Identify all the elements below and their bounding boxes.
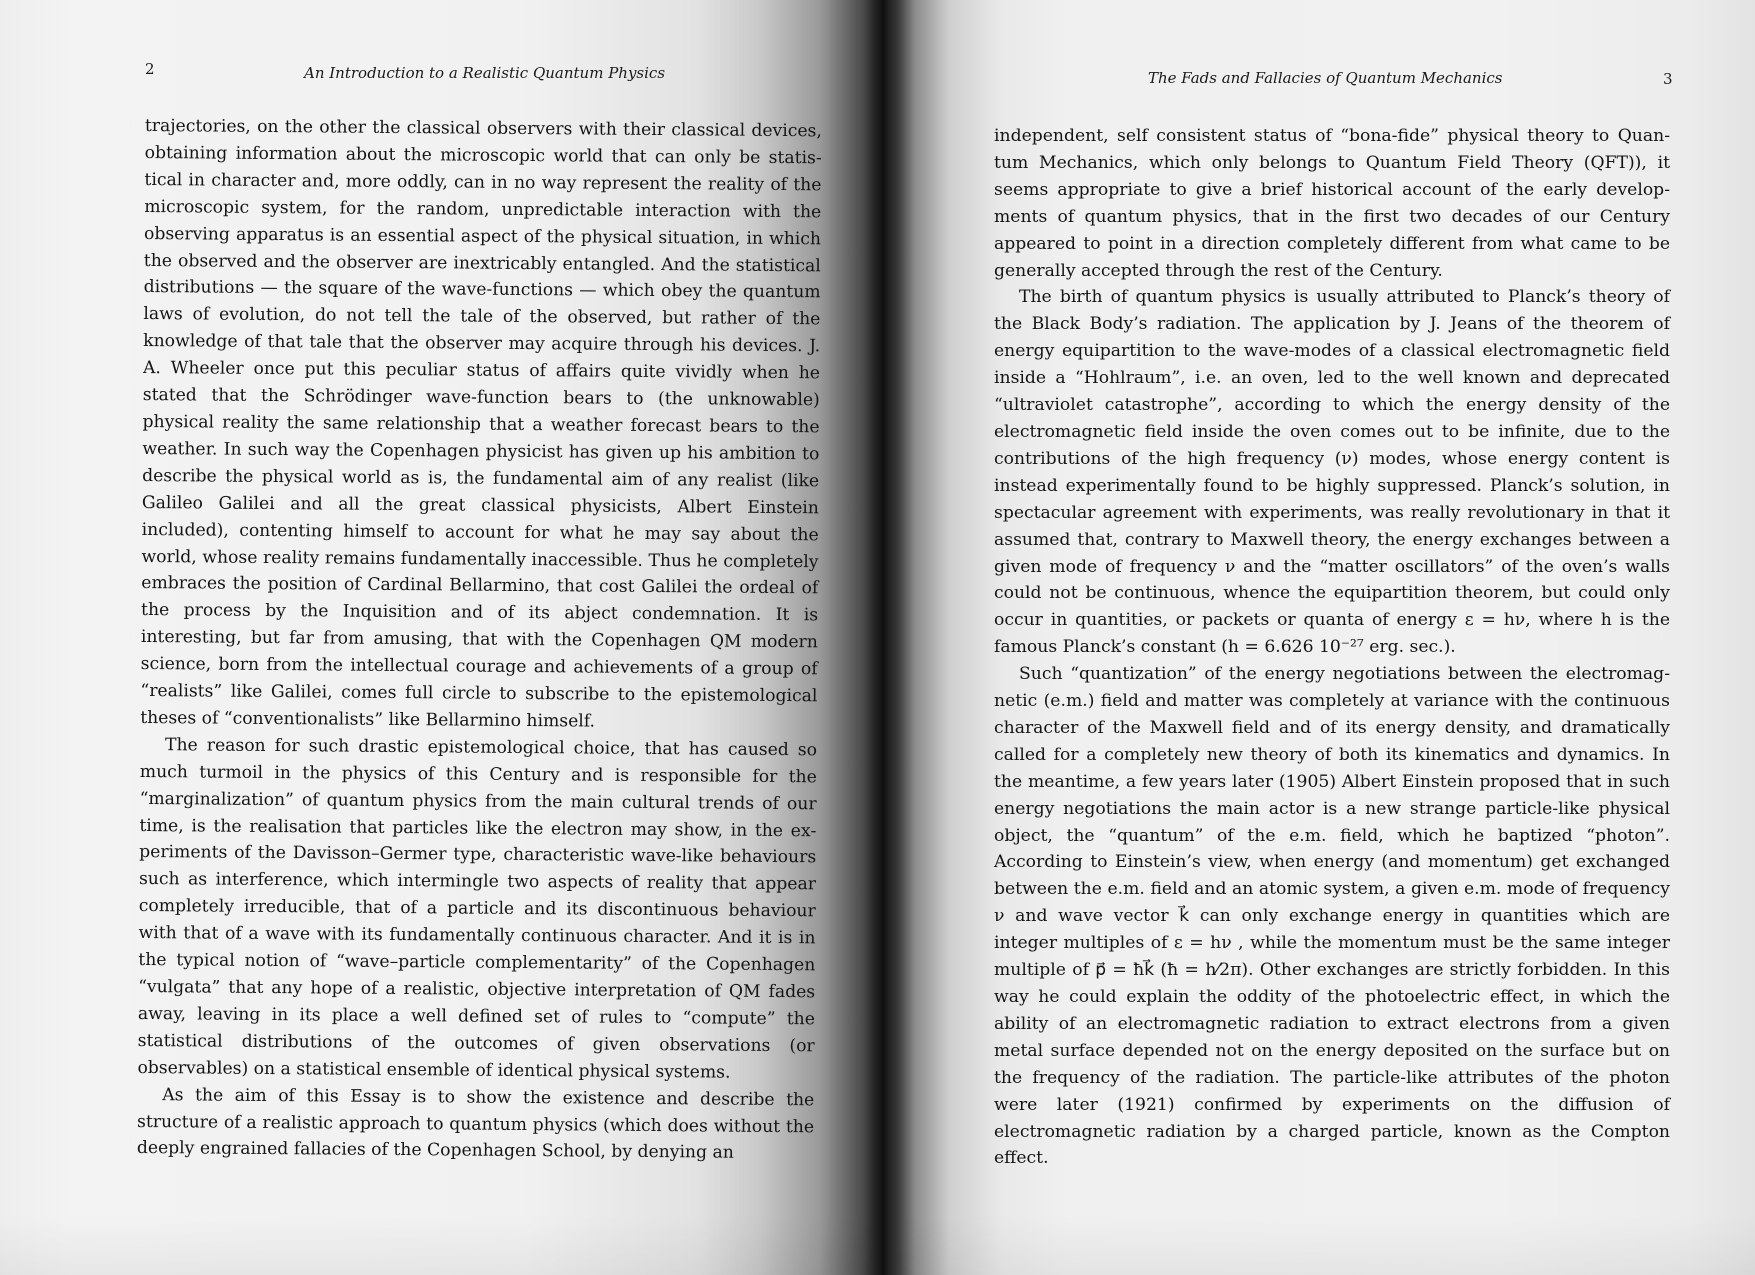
running-title-left: An Introduction to a Realistic Quantum Physics — [304, 64, 666, 82]
page-number-right: 3 — [1663, 70, 1673, 88]
paragraph: As the aim of this Essay is to show the existence and describe the structure of a realistic approach to quantum physics (which does without the deeply engrained fallacies of the Copenhagen School, by denying an — [136, 1084, 815, 1164]
paragraph: The birth of quantum physics is usually attributed to Planck’s theory of the Black Body’s radiation. The application by J. Jeans of the theorem of energy equipartition to the wave-modes of a classical electromagnetic field inside a “Hohlraum”, i.e. an oven, led to the well known and deprecated “ultraviolet catastrophe”, according to which the energy density of the electromagnetic field inside the oven comes out to be infinite, due to the contributions of the high frequency (ν) modes, whose energy content is instead experimentally found to be highly suppressed. Planck’s solution, in spectacular agreement with experiments, was really revolutionary in that it assumed that, contrary to Maxwell theory, the energy exchanges between a given mode of frequency ν and the “matter oscillators” of the oven’s walls could not be continuous, whence the equipartition theorem, but could only occur in quantities, or packets or quanta of energy ε = hν, where h is the famous Planck’s constant (h = 6.626 10⁻²⁷ erg. sec.). — [994, 287, 1670, 658]
left-page — [0, 0, 872, 1275]
book-gutter — [872, 0, 898, 1275]
paragraph: Such “quantization” of the energy negotiations between the electromagnetic (e.m.) field and matter was completely at variance with the continuous character of the Maxwell field and of its energy density, and dramatically called for a completely new theory of both its kinematics and dynamics. In the meantime, a few years later (1905) Albert Einstein proposed that in such energy negotiations the main actor is a new strange particle-like physical object, the “quantum” of the e.m. field, which he baptized “photon”. According to Einstein’s view, when energy (and momentum) get exchanged between the e.m. field and an atomic system, a given e.m. mode of frequency ν and wave vector k⃗ can only exchange energy in quantities which are integer multiples of ε = hν , while the momentum must be the same integer multiple of p⃗ = ħk⃗ (ħ = h⁄2π). Other exchanges are strictly forbidden. In this way he could explain the oddity of the photoelectric effect, in which the ability of an electromagnetic radiation to extract electrons from a given metal surface depended not on the energy deposited on the surface but on the frequency of the radiation. The particle-like attributes of the photon were later (1921) confirmed by experiments on the diffusion of electromagnetic radiation by a charged particle, known as the Compton effect. — [994, 664, 1670, 1169]
page-number-left: 2 — [145, 60, 155, 78]
page-shadow — [898, 1215, 1755, 1275]
left-page-body — [137, 113, 822, 1168]
paragraph: trajectories, on the other the classical observers with their classical devices, obtaining information about the microscopic world that can only be statistical in character and, more oddly, can in no way represent the reality of the microscopic system, for the random, unpredictable interaction with the observing apparatus is an essential aspect of the physical situation, in which the observed and the observer are inextricably entangled. And the statistical distributions — the square of the wave-functions — which obey the quantum laws of evolution, do not tell the tale of the observed, but rather of the knowledge of that tale that the observer may acquire through his devices. J. A. Wheeler once put this peculiar status of affairs quite vividly when he stated that the Schrödinger wave-function bears to (the unknowable) physical reality the same relationship that a weather forecast bears to the weather. In such way the Copenhagen physicist has given up his ambition to describe the physical world as is, the fundamental aim of any realist (like Galileo Galilei and all the great classical physicists, Albert Einstein included), contenting himself to account for what he may say about the world, whose reality remains fundamentally inaccessible. Thus he completely embraces the position of Cardinal Bellarmino, that cost Galilei the ordeal of the process by the Inquisition and of its abject condemnation. It is interesting, but far from amusing, that with the Copenhagen QM modern science, born from the intellectual courage and achievements of a group of “realists” like Galilei, comes full circle to subscribe to the epistemological theses of “conventionalists” like Bellarmino himself. — [140, 115, 822, 732]
page-shadow — [0, 1215, 872, 1275]
right-page — [898, 0, 1755, 1275]
paragraph: independent, self consistent status of “bona-fide” physical theory to Quantum Mechanics, which only belongs to Quantum Field Theory (QFT)), it seems appropriate to give a brief historical account of the early developments of quantum physics, that in the first two decades of our Century appeared to point in a direction completely different from what came to be generally accepted through the rest of the Century. — [994, 126, 1670, 281]
running-title-right: The Fads and Fallacies of Quantum Mechanics — [1148, 69, 1503, 87]
right-page-body — [994, 123, 1670, 1172]
paragraph: The reason for such drastic epistemological choice, that has caused so much turmoil in the physics of this Century and is responsible for the “marginalization” of quantum physics from the main cultural trends of our time, is the realisation that particles like the electron may show, in the experiments of the Davisson–Germer type, characteristic wave-like behaviours such as interference, which intermingle two aspects of reality that appear completely irreducible, that of a particle and its discontinuous behaviour with that of a wave with its fundamentally continuous character. And it is in the typical notion of “wave–particle complementarity” of the Copenhagen “vulgata” that any hope of a realistic, objective interpretation of QM fades away, leaving in its place a well defined set of rules to “compute” the statistical distributions of the outcomes of given observations (or observables) on a statistical ensemble of identical physical systems. — [137, 735, 818, 1083]
